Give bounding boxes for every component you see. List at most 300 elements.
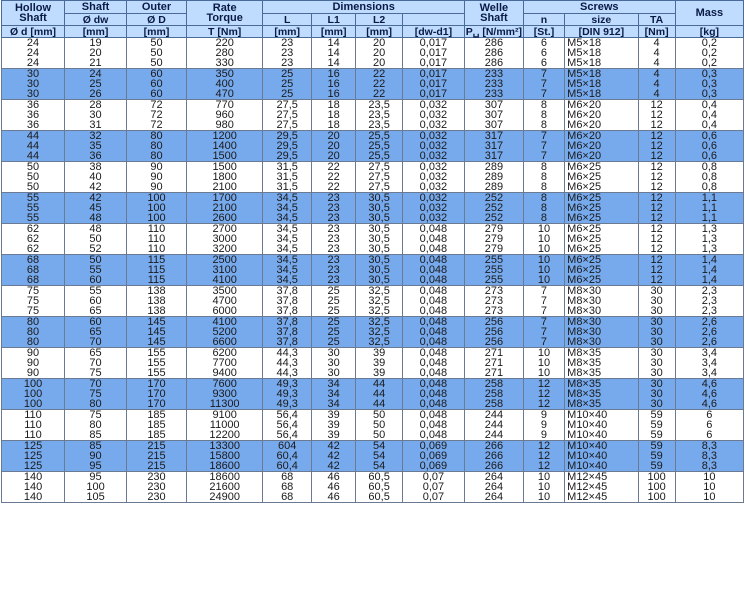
cell-pressure: 258 bbox=[464, 379, 523, 390]
header-sub-pw: P␣ bbox=[465, 25, 480, 38]
cell-shaft-dw: 70 bbox=[65, 337, 127, 348]
cell-dim-l1: 14 bbox=[311, 48, 355, 58]
cell-dim-l2: 23,5 bbox=[356, 120, 403, 131]
cell-mass: 3,4 bbox=[675, 358, 743, 368]
cell-mass: 1,4 bbox=[675, 255, 743, 266]
table-row bbox=[2, 368, 744, 379]
cell-torque: 18600 bbox=[186, 461, 262, 472]
cell-shaft-dw: 105 bbox=[65, 492, 127, 503]
cell-hollow-d: 80 bbox=[2, 327, 65, 337]
cell-dim-l1: 18 bbox=[311, 110, 355, 120]
cell-dim-l: 44,3 bbox=[263, 358, 312, 368]
cell-screw-count: 10 bbox=[523, 265, 564, 275]
cell-dim-l2: 30,5 bbox=[356, 213, 403, 224]
cell-screw-size: M5×18 bbox=[565, 58, 638, 69]
cell-mass: 1,3 bbox=[675, 224, 743, 235]
cell-dw-d1: 0,048 bbox=[402, 348, 464, 359]
cell-screw-count: 10 bbox=[523, 368, 564, 379]
cell-hollow-d: 140 bbox=[2, 482, 65, 492]
cell-outer-d: 110 bbox=[127, 234, 187, 244]
cell-dim-l: 49,3 bbox=[263, 399, 312, 410]
cell-hollow-d: 44 bbox=[2, 131, 65, 142]
cell-screw-size: M6×25 bbox=[565, 234, 638, 244]
cell-screw-size: M5×18 bbox=[565, 38, 638, 49]
cell-dim-l2: 30,5 bbox=[356, 255, 403, 266]
cell-shaft-dw: 70 bbox=[65, 358, 127, 368]
cell-screw-size: M10×40 bbox=[565, 430, 638, 441]
cell-dw-d1: 0,048 bbox=[402, 275, 464, 286]
cell-torque: 4700 bbox=[186, 296, 262, 306]
cell-screw-ta: 12 bbox=[638, 224, 675, 235]
cell-dim-l1: 23 bbox=[311, 203, 355, 213]
cell-dim-l1: 46 bbox=[311, 482, 355, 492]
cell-hollow-d: 140 bbox=[2, 492, 65, 503]
cell-dim-l: 56,4 bbox=[263, 410, 312, 421]
cell-screw-ta: 30 bbox=[638, 296, 675, 306]
cell-outer-d: 155 bbox=[127, 348, 187, 359]
cell-dim-l: 34,5 bbox=[263, 244, 312, 255]
cell-dim-l: 34,5 bbox=[263, 234, 312, 244]
cell-dim-l1: 23 bbox=[311, 265, 355, 275]
cell-pressure: 266 bbox=[464, 441, 523, 452]
cell-dim-l2: 50 bbox=[356, 410, 403, 421]
cell-dw-d1: 0,048 bbox=[402, 234, 464, 244]
cell-mass: 6 bbox=[675, 410, 743, 421]
cell-screw-ta: 12 bbox=[638, 182, 675, 193]
cell-screw-count: 12 bbox=[523, 389, 564, 399]
cell-pressure: 307 bbox=[464, 110, 523, 120]
cell-shaft-dw: 65 bbox=[65, 306, 127, 317]
table-row bbox=[2, 296, 744, 306]
cell-screw-size: M10×40 bbox=[565, 451, 638, 461]
cell-torque: 1800 bbox=[186, 172, 262, 182]
cell-shaft-dw: 75 bbox=[65, 368, 127, 379]
cell-pressure: 317 bbox=[464, 131, 523, 142]
table-row bbox=[2, 69, 744, 80]
cell-pressure: 273 bbox=[464, 296, 523, 306]
table-row bbox=[2, 317, 744, 328]
header-unit-d: Ø d [mm] bbox=[2, 26, 65, 38]
cell-hollow-d: 125 bbox=[2, 461, 65, 472]
table-row bbox=[2, 151, 744, 162]
cell-torque: 2100 bbox=[186, 203, 262, 213]
cell-screw-size: M12×45 bbox=[565, 472, 638, 483]
table-row bbox=[2, 410, 744, 421]
cell-dim-l2: 20 bbox=[356, 48, 403, 58]
cell-dim-l: 23 bbox=[263, 48, 312, 58]
header-unit-l1: [mm] bbox=[311, 26, 355, 38]
cell-mass: 8,3 bbox=[675, 441, 743, 452]
cell-outer-d: 115 bbox=[127, 265, 187, 275]
cell-dim-l1: 25 bbox=[311, 286, 355, 297]
cell-screw-size: M6×25 bbox=[565, 213, 638, 224]
cell-shaft-dw: 55 bbox=[65, 286, 127, 297]
cell-shaft-dw: 70 bbox=[65, 379, 127, 390]
cell-torque: 9100 bbox=[186, 410, 262, 421]
cell-outer-d: 138 bbox=[127, 296, 187, 306]
cell-mass: 0,6 bbox=[675, 141, 743, 151]
cell-screw-ta: 12 bbox=[638, 151, 675, 162]
cell-dim-l: 604 bbox=[263, 441, 312, 452]
cell-pressure: 244 bbox=[464, 430, 523, 441]
cell-dim-l: 60,4 bbox=[263, 461, 312, 472]
cell-dw-d1: 0,048 bbox=[402, 244, 464, 255]
cell-mass: 0,4 bbox=[675, 110, 743, 120]
cell-dim-l1: 20 bbox=[311, 141, 355, 151]
cell-outer-d: 90 bbox=[127, 172, 187, 182]
cell-shaft-dw: 95 bbox=[65, 472, 127, 483]
table-row bbox=[2, 58, 744, 69]
table-row bbox=[2, 131, 744, 142]
cell-dim-l1: 20 bbox=[311, 151, 355, 162]
cell-dim-l2: 30,5 bbox=[356, 275, 403, 286]
cell-dim-l: 68 bbox=[263, 482, 312, 492]
cell-torque: 400 bbox=[186, 79, 262, 89]
cell-hollow-d: 62 bbox=[2, 234, 65, 244]
cell-shaft-dw: 48 bbox=[65, 224, 127, 235]
header-unit-l2: [mm] bbox=[356, 26, 403, 38]
table-row bbox=[2, 379, 744, 390]
cell-dim-l1: 23 bbox=[311, 244, 355, 255]
cell-dw-d1: 0,017 bbox=[402, 48, 464, 58]
cell-hollow-d: 36 bbox=[2, 110, 65, 120]
cell-screw-size: M6×25 bbox=[565, 193, 638, 204]
cell-hollow-d: 110 bbox=[2, 410, 65, 421]
cell-torque: 21600 bbox=[186, 482, 262, 492]
table-row bbox=[2, 389, 744, 399]
cell-screw-count: 10 bbox=[523, 482, 564, 492]
cell-screw-count: 7 bbox=[523, 296, 564, 306]
cell-dim-l: 31,5 bbox=[263, 172, 312, 182]
cell-hollow-d: 75 bbox=[2, 306, 65, 317]
header-sub-l2: L2 bbox=[356, 14, 403, 26]
cell-dw-d1: 0,048 bbox=[402, 358, 464, 368]
cell-shaft-dw: 26 bbox=[65, 89, 127, 100]
cell-dw-d1: 0,048 bbox=[402, 224, 464, 235]
cell-dim-l: 29,5 bbox=[263, 131, 312, 142]
cell-torque: 980 bbox=[186, 120, 262, 131]
cell-outer-d: 110 bbox=[127, 244, 187, 255]
cell-shaft-dw: 31 bbox=[65, 120, 127, 131]
cell-dw-d1: 0,048 bbox=[402, 255, 464, 266]
cell-mass: 1,4 bbox=[675, 265, 743, 275]
cell-screw-ta: 100 bbox=[638, 492, 675, 503]
table-row bbox=[2, 203, 744, 213]
cell-pressure: 266 bbox=[464, 451, 523, 461]
cell-shaft-dw: 21 bbox=[65, 58, 127, 69]
cell-pressure: 244 bbox=[464, 410, 523, 421]
cell-screw-size: M8×35 bbox=[565, 399, 638, 410]
cell-pressure: 266 bbox=[464, 461, 523, 472]
cell-hollow-d: 50 bbox=[2, 162, 65, 173]
header-unit-outer-d: [mm] bbox=[127, 26, 187, 38]
cell-screw-ta: 12 bbox=[638, 244, 675, 255]
table-row bbox=[2, 441, 744, 452]
cell-shaft-dw: 45 bbox=[65, 203, 127, 213]
cell-pressure: 307 bbox=[464, 100, 523, 111]
cell-screw-ta: 12 bbox=[638, 213, 675, 224]
table-row bbox=[2, 100, 744, 111]
cell-shaft-dw: 52 bbox=[65, 244, 127, 255]
cell-dim-l: 27,5 bbox=[263, 110, 312, 120]
cell-mass: 4,6 bbox=[675, 389, 743, 399]
cell-torque: 7700 bbox=[186, 358, 262, 368]
cell-screw-ta: 12 bbox=[638, 203, 675, 213]
cell-torque: 470 bbox=[186, 89, 262, 100]
cell-screw-count: 8 bbox=[523, 213, 564, 224]
cell-outer-d: 170 bbox=[127, 389, 187, 399]
cell-dw-d1: 0,032 bbox=[402, 100, 464, 111]
cell-dim-l1: 23 bbox=[311, 275, 355, 286]
cell-hollow-d: 55 bbox=[2, 193, 65, 204]
cell-hollow-d: 30 bbox=[2, 89, 65, 100]
cell-outer-d: 60 bbox=[127, 79, 187, 89]
cell-torque: 4100 bbox=[186, 275, 262, 286]
cell-pressure: 289 bbox=[464, 172, 523, 182]
cell-screw-size: M5×18 bbox=[565, 48, 638, 58]
cell-dim-l1: 34 bbox=[311, 389, 355, 399]
cell-screw-ta: 4 bbox=[638, 69, 675, 80]
table-row bbox=[2, 275, 744, 286]
header-sub-outer-d: Ø D bbox=[127, 14, 187, 26]
cell-pressure: 256 bbox=[464, 317, 523, 328]
cell-pressure: 258 bbox=[464, 399, 523, 410]
cell-screw-count: 9 bbox=[523, 420, 564, 430]
cell-screw-count: 10 bbox=[523, 492, 564, 503]
cell-screw-count: 12 bbox=[523, 441, 564, 452]
cell-torque: 1500 bbox=[186, 162, 262, 173]
table-row bbox=[2, 244, 744, 255]
cell-shaft-dw: 60 bbox=[65, 296, 127, 306]
cell-screw-size: M5×18 bbox=[565, 79, 638, 89]
cell-dw-d1: 0,032 bbox=[402, 193, 464, 204]
cell-hollow-d: 50 bbox=[2, 182, 65, 193]
cell-dim-l1: 30 bbox=[311, 348, 355, 359]
cell-dim-l2: 60,5 bbox=[356, 492, 403, 503]
cell-pressure: 256 bbox=[464, 337, 523, 348]
cell-pressure: 271 bbox=[464, 358, 523, 368]
cell-screw-count: 8 bbox=[523, 203, 564, 213]
cell-dim-l1: 25 bbox=[311, 317, 355, 328]
cell-shaft-dw: 65 bbox=[65, 327, 127, 337]
table-row bbox=[2, 286, 744, 297]
cell-dw-d1: 0,048 bbox=[402, 399, 464, 410]
cell-torque: 9300 bbox=[186, 389, 262, 399]
cell-dim-l1: 42 bbox=[311, 461, 355, 472]
table-row bbox=[2, 89, 744, 100]
cell-dw-d1: 0,048 bbox=[402, 420, 464, 430]
cell-outer-d: 170 bbox=[127, 379, 187, 390]
cell-hollow-d: 30 bbox=[2, 69, 65, 80]
table-row bbox=[2, 358, 744, 368]
cell-dim-l2: 30,5 bbox=[356, 224, 403, 235]
cell-dw-d1: 0,032 bbox=[402, 182, 464, 193]
cell-pressure: 289 bbox=[464, 162, 523, 173]
cell-screw-count: 7 bbox=[523, 327, 564, 337]
cell-pressure: 233 bbox=[464, 79, 523, 89]
cell-dw-d1: 0,048 bbox=[402, 337, 464, 348]
cell-dim-l2: 25,5 bbox=[356, 151, 403, 162]
cell-hollow-d: 100 bbox=[2, 399, 65, 410]
cell-pressure: 264 bbox=[464, 492, 523, 503]
cell-dim-l: 27,5 bbox=[263, 120, 312, 131]
cell-shaft-dw: 80 bbox=[65, 399, 127, 410]
header-unit-dw: [mm] bbox=[65, 26, 127, 38]
cell-screw-size: M6×25 bbox=[565, 182, 638, 193]
cell-screw-count: 7 bbox=[523, 89, 564, 100]
cell-hollow-d: 68 bbox=[2, 275, 65, 286]
cell-torque: 6600 bbox=[186, 337, 262, 348]
cell-pressure: 252 bbox=[464, 193, 523, 204]
cell-mass: 0,6 bbox=[675, 151, 743, 162]
cell-screw-ta: 30 bbox=[638, 317, 675, 328]
cell-dw-d1: 0,017 bbox=[402, 58, 464, 69]
cell-outer-d: 115 bbox=[127, 255, 187, 266]
cell-screw-ta: 12 bbox=[638, 120, 675, 131]
cell-mass: 0,2 bbox=[675, 38, 743, 49]
cell-dw-d1: 0,048 bbox=[402, 317, 464, 328]
cell-outer-d: 185 bbox=[127, 410, 187, 421]
header-unit-pw: P␣ [N/mm²] bbox=[465, 25, 523, 38]
cell-screw-size: M8×35 bbox=[565, 368, 638, 379]
cell-screw-count: 7 bbox=[523, 79, 564, 89]
cell-dim-l: 37,8 bbox=[263, 317, 312, 328]
cell-hollow-d: 75 bbox=[2, 286, 65, 297]
cell-outer-d: 72 bbox=[127, 110, 187, 120]
cell-hollow-d: 55 bbox=[2, 203, 65, 213]
cell-dw-d1: 0,032 bbox=[402, 131, 464, 142]
cell-dw-d1: 0,048 bbox=[402, 327, 464, 337]
cell-dw-d1: 0,032 bbox=[402, 213, 464, 224]
cell-hollow-d: 80 bbox=[2, 317, 65, 328]
cell-dim-l: 49,3 bbox=[263, 389, 312, 399]
cell-hollow-d: 100 bbox=[2, 379, 65, 390]
cell-screw-size: M6×20 bbox=[565, 100, 638, 111]
cell-mass: 4,6 bbox=[675, 379, 743, 390]
cell-screw-size: M12×45 bbox=[565, 492, 638, 503]
cell-torque: 770 bbox=[186, 100, 262, 111]
cell-mass: 1,3 bbox=[675, 234, 743, 244]
cell-dim-l: 34,5 bbox=[263, 193, 312, 204]
cell-shaft-dw: 24 bbox=[65, 69, 127, 80]
cell-shaft-dw: 28 bbox=[65, 100, 127, 111]
cell-mass: 0,4 bbox=[675, 120, 743, 131]
cell-torque: 960 bbox=[186, 110, 262, 120]
cell-dw-d1: 0,032 bbox=[402, 110, 464, 120]
cell-dim-l2: 39 bbox=[356, 368, 403, 379]
header-screws: Screws bbox=[523, 1, 675, 14]
cell-screw-ta: 30 bbox=[638, 389, 675, 399]
cell-pressure: 317 bbox=[464, 151, 523, 162]
cell-shaft-dw: 40 bbox=[65, 172, 127, 182]
header-sub-d: Ø d bbox=[9, 25, 28, 38]
table-row bbox=[2, 472, 744, 483]
cell-screw-ta: 12 bbox=[638, 172, 675, 182]
table-row bbox=[2, 482, 744, 492]
cell-torque: 3200 bbox=[186, 244, 262, 255]
header-shaft: Shaft bbox=[65, 1, 127, 14]
cell-torque: 1700 bbox=[186, 193, 262, 204]
cell-hollow-d: 24 bbox=[2, 58, 65, 69]
cell-screw-count: 6 bbox=[523, 58, 564, 69]
cell-pressure: 273 bbox=[464, 306, 523, 317]
cell-torque: 6200 bbox=[186, 348, 262, 359]
cell-outer-d: 138 bbox=[127, 306, 187, 317]
cell-dw-d1: 0,032 bbox=[402, 203, 464, 213]
cell-torque: 2600 bbox=[186, 213, 262, 224]
cell-hollow-d: 90 bbox=[2, 368, 65, 379]
cell-screw-ta: 12 bbox=[638, 162, 675, 173]
cell-screw-count: 8 bbox=[523, 110, 564, 120]
cell-screw-ta: 12 bbox=[638, 141, 675, 151]
cell-mass: 0,2 bbox=[675, 48, 743, 58]
cell-torque: 2700 bbox=[186, 224, 262, 235]
cell-dw-d1: 0,048 bbox=[402, 265, 464, 275]
cell-dw-d1: 0,048 bbox=[402, 410, 464, 421]
cell-shaft-dw: 100 bbox=[65, 482, 127, 492]
cell-screw-ta: 100 bbox=[638, 482, 675, 492]
cell-torque: 11000 bbox=[186, 420, 262, 430]
cell-screw-size: M8×30 bbox=[565, 317, 638, 328]
cell-screw-size: M8×35 bbox=[565, 389, 638, 399]
cell-screw-count: 7 bbox=[523, 131, 564, 142]
cell-dw-d1: 0,048 bbox=[402, 296, 464, 306]
cell-dw-d1: 0,032 bbox=[402, 120, 464, 131]
cell-dw-d1: 0,017 bbox=[402, 79, 464, 89]
cell-torque: 13300 bbox=[186, 441, 262, 452]
cell-dw-d1: 0,032 bbox=[402, 151, 464, 162]
cell-dw-d1: 0,069 bbox=[402, 461, 464, 472]
cell-outer-d: 100 bbox=[127, 213, 187, 224]
cell-shaft-dw: 36 bbox=[65, 151, 127, 162]
cell-outer-d: 185 bbox=[127, 420, 187, 430]
cell-dim-l1: 25 bbox=[311, 327, 355, 337]
cell-screw-ta: 4 bbox=[638, 79, 675, 89]
cell-dim-l1: 42 bbox=[311, 441, 355, 452]
cell-dim-l1: 16 bbox=[311, 79, 355, 89]
table-row bbox=[2, 213, 744, 224]
cell-outer-d: 72 bbox=[127, 120, 187, 131]
cell-shaft-dw: 90 bbox=[65, 451, 127, 461]
cell-dim-l: 23 bbox=[263, 58, 312, 69]
cell-dim-l2: 60,5 bbox=[356, 472, 403, 483]
cell-dim-l2: 22 bbox=[356, 89, 403, 100]
table-row bbox=[2, 337, 744, 348]
table-row bbox=[2, 38, 744, 49]
cell-pressure: 252 bbox=[464, 203, 523, 213]
cell-torque: 3000 bbox=[186, 234, 262, 244]
cell-dim-l2: 60,5 bbox=[356, 482, 403, 492]
cell-dim-l: 34,5 bbox=[263, 275, 312, 286]
cell-mass: 1,4 bbox=[675, 275, 743, 286]
cell-screw-ta: 100 bbox=[638, 472, 675, 483]
cell-dim-l: 23 bbox=[263, 38, 312, 49]
header-unit-n: [St.] bbox=[523, 26, 564, 38]
cell-torque: 1200 bbox=[186, 131, 262, 142]
cell-dim-l2: 22 bbox=[356, 79, 403, 89]
cell-dim-l: 37,8 bbox=[263, 296, 312, 306]
cell-outer-d: 138 bbox=[127, 286, 187, 297]
cell-shaft-dw: 85 bbox=[65, 441, 127, 452]
cell-screw-size: M8×35 bbox=[565, 348, 638, 359]
cell-dim-l2: 32,5 bbox=[356, 337, 403, 348]
cell-hollow-d: 80 bbox=[2, 337, 65, 348]
cell-hollow-d: 110 bbox=[2, 430, 65, 441]
cell-screw-ta: 30 bbox=[638, 358, 675, 368]
cell-screw-count: 7 bbox=[523, 306, 564, 317]
cell-screw-count: 10 bbox=[523, 224, 564, 235]
cell-dim-l2: 27,5 bbox=[356, 162, 403, 173]
